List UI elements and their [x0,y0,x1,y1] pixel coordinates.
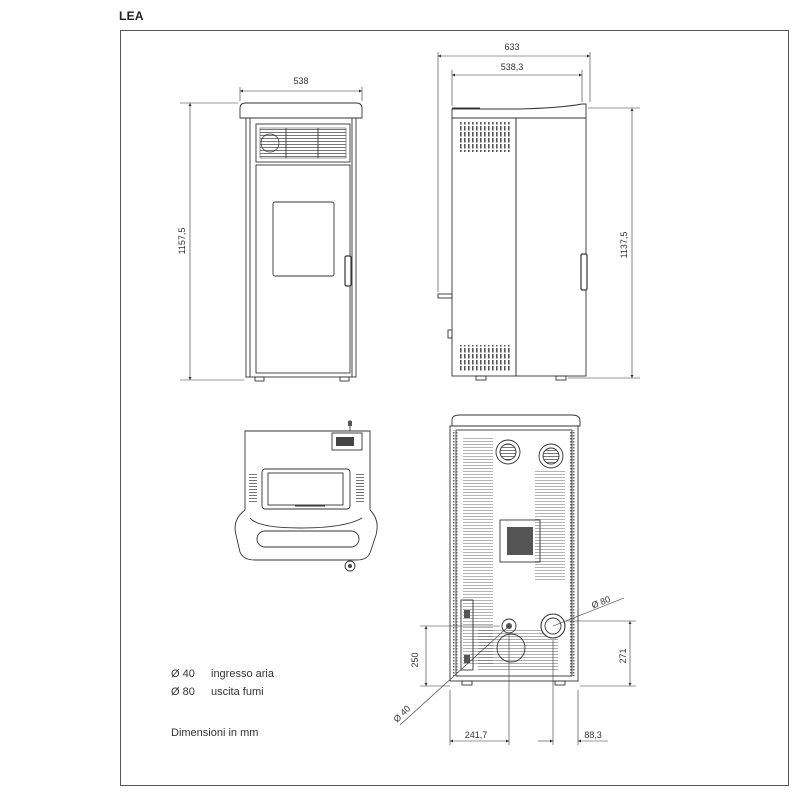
rear-flue-height-label: 271 [618,648,628,664]
legend-air-inlet-symbol: Ø 40 [171,668,195,680]
rear-right-offset-label: 88,3 [584,730,602,740]
rear-flue-diameter-label: Ø 80 [589,593,612,611]
side-height-label: 1137,5 [619,231,629,259]
side-dimensions [438,52,640,378]
front-width-label: 538 [293,76,309,86]
side-body-width-label: 538,3 [500,62,524,72]
legend-flue-symbol: Ø 80 [171,686,195,698]
legend-flue-label: uscita fumi [211,686,264,698]
front-view [240,103,362,381]
top-view [235,420,377,571]
rear-air-inlet-diameter-label: Ø 40 [391,703,413,725]
rear-dimensions [400,598,636,745]
side-total-width-label: 633 [504,42,520,52]
page-title: LEA [119,9,144,23]
rear-air-inlet-height-label: 250 [410,652,420,668]
legend-air-inlet-label: ingresso aria [211,668,274,680]
rear-left-offset-label: 241,7 [464,730,488,740]
rear-view [450,415,580,685]
units-note: Dimensioni in mm [171,727,259,739]
side-view [438,104,587,380]
front-height-label: 1157,5 [177,227,187,255]
